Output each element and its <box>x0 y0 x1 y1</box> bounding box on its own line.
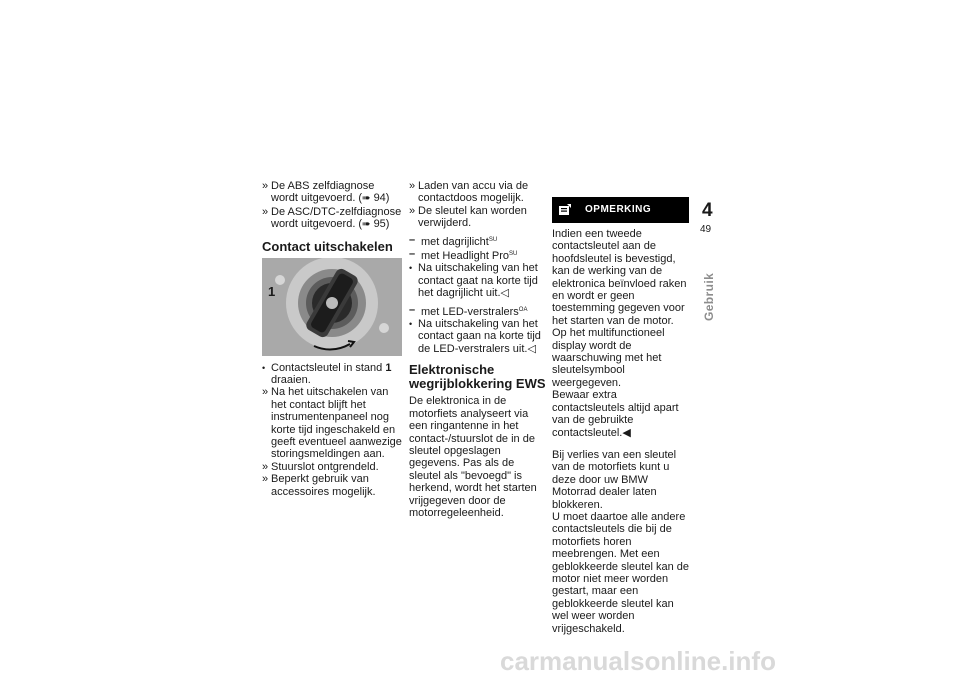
list-item: • Na uitschakeling van het contact gaan na korte tijd de LED-verstralers uit.◁ <box>409 318 541 355</box>
section-heading: Contact uitschakelen <box>262 238 393 254</box>
bullet-marker: • <box>409 319 413 330</box>
result-marker: » <box>262 180 269 192</box>
result-marker: » <box>262 205 269 218</box>
list-item: • Contactsleutel in stand 1 draaien. <box>262 361 392 387</box>
photo-callout-number: 1 <box>268 283 276 299</box>
result-marker: » <box>409 180 416 192</box>
end-mark-icon: ◁ <box>500 287 510 300</box>
equipment-option: – met LED-verstralers$^{OA}$ <box>409 303 528 318</box>
end-mark-icon: ◁ <box>527 342 536 355</box>
column-right <box>552 197 689 635</box>
watermark: carmanualsonline.info <box>500 646 776 676</box>
list-item: » Laden van accu via de contactdoos mogelijk. <box>409 180 529 205</box>
section-heading: Elektronische wegrijblokkering EWS <box>409 362 546 392</box>
column-middle <box>409 180 547 519</box>
list-item: • Na uitschakeling van het contact gaat na korte tijd het dagrijlicht uit.◁ <box>409 262 538 300</box>
page-reference[interactable]: 94) <box>373 192 390 205</box>
result-marker: » <box>409 204 416 217</box>
chapter-title: Gebruik <box>702 272 716 321</box>
equipment-option: – met dagrijlicht$^{SU}$ <box>409 233 498 248</box>
list-item: » Stuurslot ontgrendeld. <box>262 460 379 473</box>
bullet-marker: • <box>262 362 266 373</box>
result-marker: » <box>262 386 269 399</box>
list-item: » Beperkt gebruik van accessoires mogelijk. <box>262 473 376 498</box>
result-marker: » <box>262 473 269 486</box>
ignition-switch-photo <box>262 258 402 356</box>
equipment-code: SU <box>488 236 498 243</box>
equipment-code: SU <box>509 251 518 258</box>
paragraph: Indien een tweede contactsleutel aan de hoofdsleutel is bevestigd, kan de werking van de elektronica beïnvloed raken en wordt er geen toestemming gegeven voor het starten van de motor. Op het multifunctioneel display wordt de waarschuwing met het sleutelsymbool weergegeven. <box>552 228 687 389</box>
note-header <box>552 197 689 223</box>
paragraph: Bewaar extra contactsleutels altijd apart van de gebruikte contactsleutel.◀ <box>552 389 679 439</box>
paragraph: De elektronica in de motorfiets analyseert via een ringantenne in het contact-/stuurslot de in de sleutel opgeslagen gegevens. Pas als de sleutel als "bevoegd" is herkend, wordt het starten vrijgegeven door de motorregeleenheid. <box>409 395 537 519</box>
list-item: » Na het uitschakelen van het contact blijft het instrumentenpaneel nog korte tijd ingeschakeld en geeft eventueel aanwezige storingsmeldingen aan. <box>262 386 402 461</box>
equipment-option: – met Headlight Pro$^{SU}$ <box>409 248 518 263</box>
arrow-right-icon: ➠ <box>362 219 371 231</box>
column-left <box>262 180 402 498</box>
chapter-tab <box>697 194 721 238</box>
list-item: » De ABS zelfdiagnose wordt uitgevoerd. (➠ 94) <box>262 180 390 205</box>
result-marker: » <box>262 460 269 473</box>
note-icon <box>558 203 572 217</box>
chapter-number: 4 <box>702 200 713 221</box>
end-mark-icon: ◀ <box>622 426 631 439</box>
list-item: » De sleutel kan worden verwijderd. <box>409 204 527 230</box>
arrow-right-icon: ➠ <box>362 193 371 205</box>
paragraph: Bij verlies van een sleutel van de motorfiets kunt u deze door uw BMW Motorrad dealer laten blokkeren. <box>552 448 677 511</box>
page-number: 49 <box>700 224 712 235</box>
list-item: » De ASC/DTC-zelfdiagnose wordt uitgevoerd. (➠ 95) <box>262 205 402 231</box>
page-reference[interactable]: 95) <box>373 218 390 231</box>
note-label: OPMERKING <box>585 204 652 215</box>
equipment-code: OA <box>518 306 528 313</box>
paragraph: U moet daartoe alle andere contactsleutels die bij de motorfiets horen meebrengen. Met een geblokkeerde sleutel kan de motor niet meer worden gestart, maar een geblokkeerde sleutel kan wel weer worden vrijgeschakeld. <box>552 510 689 635</box>
bullet-marker: • <box>409 263 413 274</box>
